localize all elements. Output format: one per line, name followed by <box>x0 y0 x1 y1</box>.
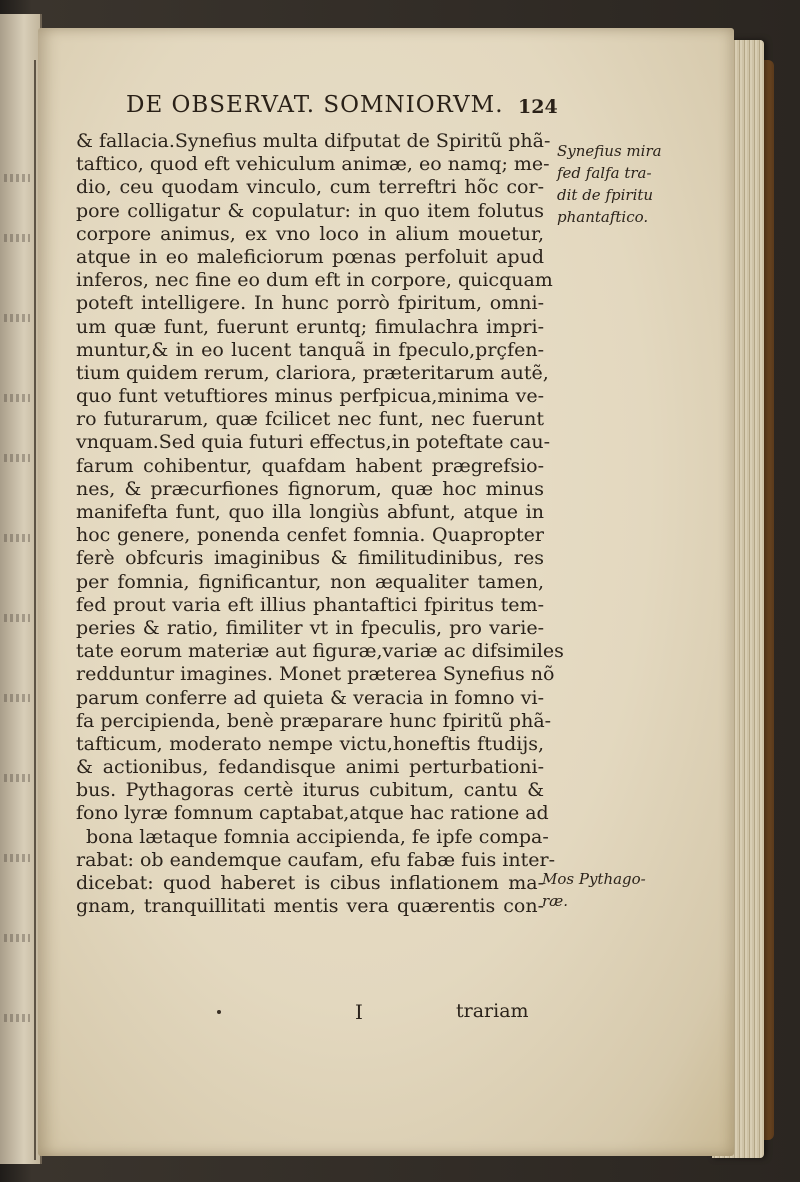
text-line: fa percipienda, benè præparare hunc fpiritũ phã- <box>76 709 552 732</box>
text-line: manifefta funt, quo illa longiùs abfunt, atque in <box>76 501 544 523</box>
text-line: fed prout varia eft illius phantaftici fpiritus tem- <box>76 593 544 616</box>
page-number: 124 <box>518 96 558 118</box>
text-line: corpore animus, ex vno loco in alium mouetur, <box>76 222 544 245</box>
text-line: hoc genere, ponenda cenfet fomnia. Quapropter <box>76 524 544 547</box>
margin-note-line: ræ. <box>542 892 569 910</box>
text-line: rabat: ob eandemque caufam, efu fabæ fuis inter- <box>76 848 555 871</box>
ink-dot <box>217 1010 221 1014</box>
text-line: tate eorum materiæ aut figuræ,variæ ac difsimiles <box>76 640 564 663</box>
text-line: um quæ funt, fuerunt eruntq; fimulachra impri- <box>76 315 544 338</box>
text-line: taftico, quod eft vehiculum animæ, eo namq; me- <box>76 153 550 176</box>
text-line: inferos, nec fine eo dum eft in corpore, quicquam <box>76 269 553 292</box>
running-head <box>118 92 568 126</box>
text-line: farum cohibentur, quafdam habent prægrefsio- <box>76 454 544 477</box>
text-line: redduntur imagines. Monet præterea Synefius nõ <box>76 663 555 686</box>
body-text <box>76 130 564 918</box>
text-line: tafticum, moderato nempe victu,honeftis ftudijs, <box>76 732 544 755</box>
margin-note-synesius <box>557 140 662 228</box>
text-line: pore colligatur & copulatur: in quo item folutus <box>76 199 544 222</box>
text-line: bus. Pythagoras certè iturus cubitum, cantu & <box>76 779 544 802</box>
margin-note-pythagoras <box>542 868 646 912</box>
margin-note-line: dit de fpiritu <box>557 186 654 204</box>
text-line: & fallacia.Synefius multa difputat de Spiritũ phã- <box>76 130 551 152</box>
text-line: & actionibus, fedandisque animi perturbationi- <box>76 756 544 779</box>
text-line: atque in eo maleficiorum pœnas perfoluit apud <box>76 245 544 268</box>
margin-note-line: phantaftico. <box>557 208 649 226</box>
margin-note-line: Mos Pythago- <box>542 870 646 888</box>
text-line: vnquam.Sed quia futuri effectus,in poteftate cau- <box>76 431 551 454</box>
signature-mark: I <box>355 1000 363 1024</box>
text-line: peries & ratio, fimiliter vt in fpeculis, pro varie- <box>76 616 544 639</box>
text-line: nes, & præcurfiones fignorum, quæ hoc minus <box>76 477 544 500</box>
gutter-line <box>34 60 36 1160</box>
text-line: gnam, tranquillitati mentis vera quærentis con- <box>76 895 544 918</box>
text-line: dio, ceu quodam vinculo, cum terreftri hõc cor- <box>76 176 544 199</box>
margin-note-line: fed falfa tra- <box>557 164 652 182</box>
text-line: parum conferre ad quieta & veracia in fomno vi- <box>76 686 544 709</box>
text-line: ferè obfcuris imaginibus & fimilitudinibus, res <box>76 547 544 570</box>
text-line: poteft intelligere. In hunc porrò fpiritum, omni- <box>76 292 544 315</box>
text-line: per fomnia, fignificantur, non æqualiter tamen, <box>76 570 544 593</box>
text-line: tium quidem rerum, clariora, præteritarum autẽ, <box>76 361 549 384</box>
text-line: quo funt vetuftiores minus perfpicua,minima ve- <box>76 385 544 408</box>
running-title: DE OBSERVAT. SOMNIORVM. <box>126 92 504 118</box>
text-line: ro futurarum, quæ fcilicet nec funt, nec fuerunt <box>76 408 544 431</box>
margin-note-line: Synefius mira <box>557 142 662 160</box>
catchword: trariam <box>456 1000 529 1022</box>
text-line: bona lætaque fomnia accipienda, fe ipfe compa- <box>86 825 549 848</box>
text-line: fono lyræ fomnum captabat,atque hac ratione ad <box>76 802 549 825</box>
text-line: dicebat: quod haberet is cibus inflationem ma- <box>76 872 544 894</box>
text-line: muntur,& in eo lucent tanquã in fpeculo,prçfen- <box>76 338 544 361</box>
